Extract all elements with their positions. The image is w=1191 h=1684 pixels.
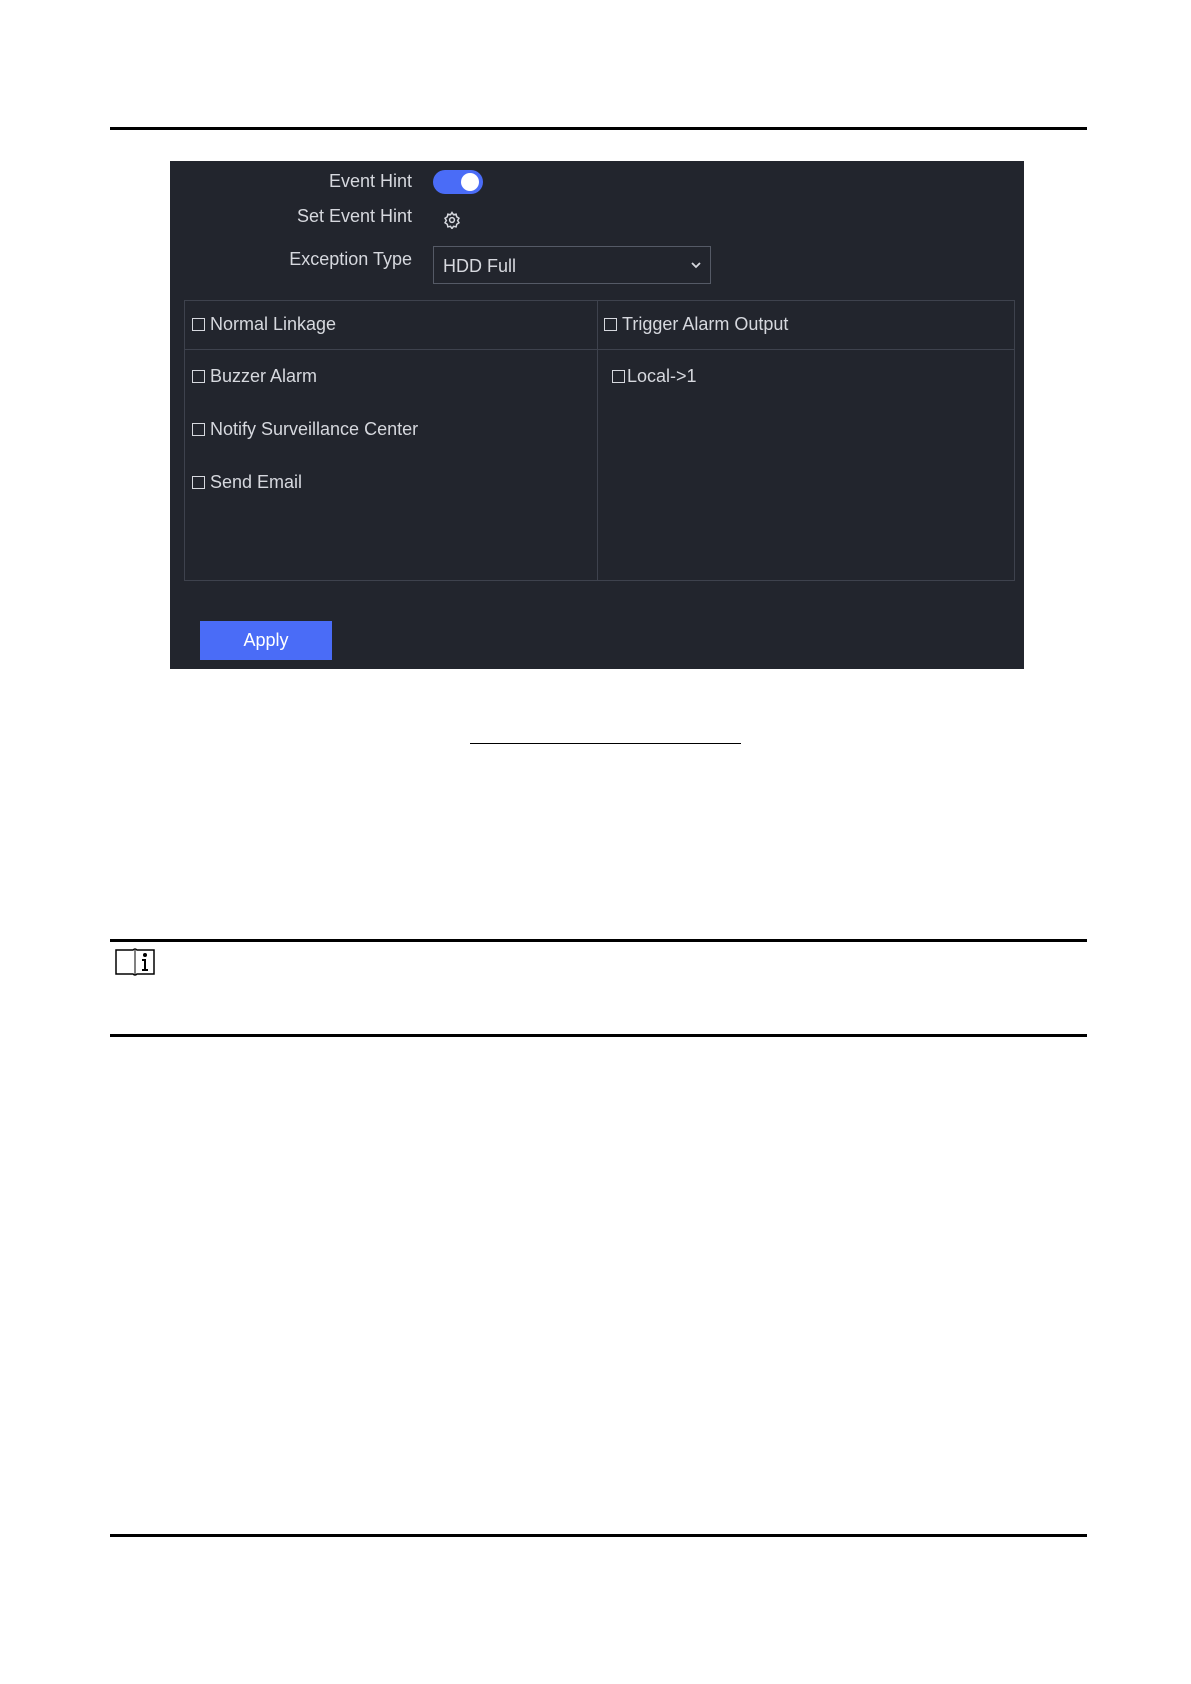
footer-rule (110, 1534, 1087, 1537)
exception-type-value: HDD Full (443, 256, 517, 276)
notify-surveillance-center-checkbox[interactable] (192, 419, 418, 440)
checkbox-box[interactable] (192, 423, 205, 436)
note-bottom-rule (110, 1034, 1087, 1037)
caption-underline (470, 743, 741, 744)
checkbox-box[interactable] (192, 318, 205, 331)
grid-divider-vertical (597, 301, 598, 580)
set-event-hint-label: Set Event Hint (296, 206, 412, 226)
checkbox-box[interactable] (192, 370, 205, 383)
trigger-alarm-output-label: Trigger Alarm Output (622, 314, 789, 334)
exception-settings-panel (170, 161, 1024, 669)
checkbox-box[interactable] (192, 476, 205, 489)
send-email-label: Send Email (210, 472, 303, 492)
event-hint-toggle[interactable] (433, 170, 483, 194)
info-book-icon (114, 947, 156, 977)
apply-button[interactable]: Apply (200, 621, 332, 660)
header-rule (110, 127, 1087, 130)
normal-linkage-label: Normal Linkage (210, 314, 337, 334)
grid-divider-horizontal (185, 349, 1014, 350)
trigger-alarm-output-checkbox[interactable] (604, 314, 788, 335)
checkbox-box[interactable] (612, 370, 625, 383)
local-1-checkbox[interactable] (612, 366, 697, 387)
exception-type-label: Exception Type (289, 249, 412, 269)
local-1-label: Local->1 (627, 366, 697, 386)
buzzer-alarm-label: Buzzer Alarm (210, 366, 318, 386)
checkbox-box[interactable] (604, 318, 617, 331)
normal-linkage-checkbox[interactable] (192, 314, 336, 335)
note-top-rule (110, 939, 1087, 942)
buzzer-alarm-checkbox[interactable] (192, 366, 317, 387)
gear-icon[interactable] (443, 211, 461, 229)
send-email-checkbox[interactable] (192, 472, 302, 493)
chevron-down-icon (690, 259, 702, 271)
exception-type-select[interactable] (433, 246, 711, 284)
notify-surveillance-center-label: Notify Surveillance Center (210, 419, 419, 439)
linkage-grid (184, 300, 1015, 581)
event-hint-label: Event Hint (328, 171, 412, 191)
toggle-knob (461, 173, 479, 191)
